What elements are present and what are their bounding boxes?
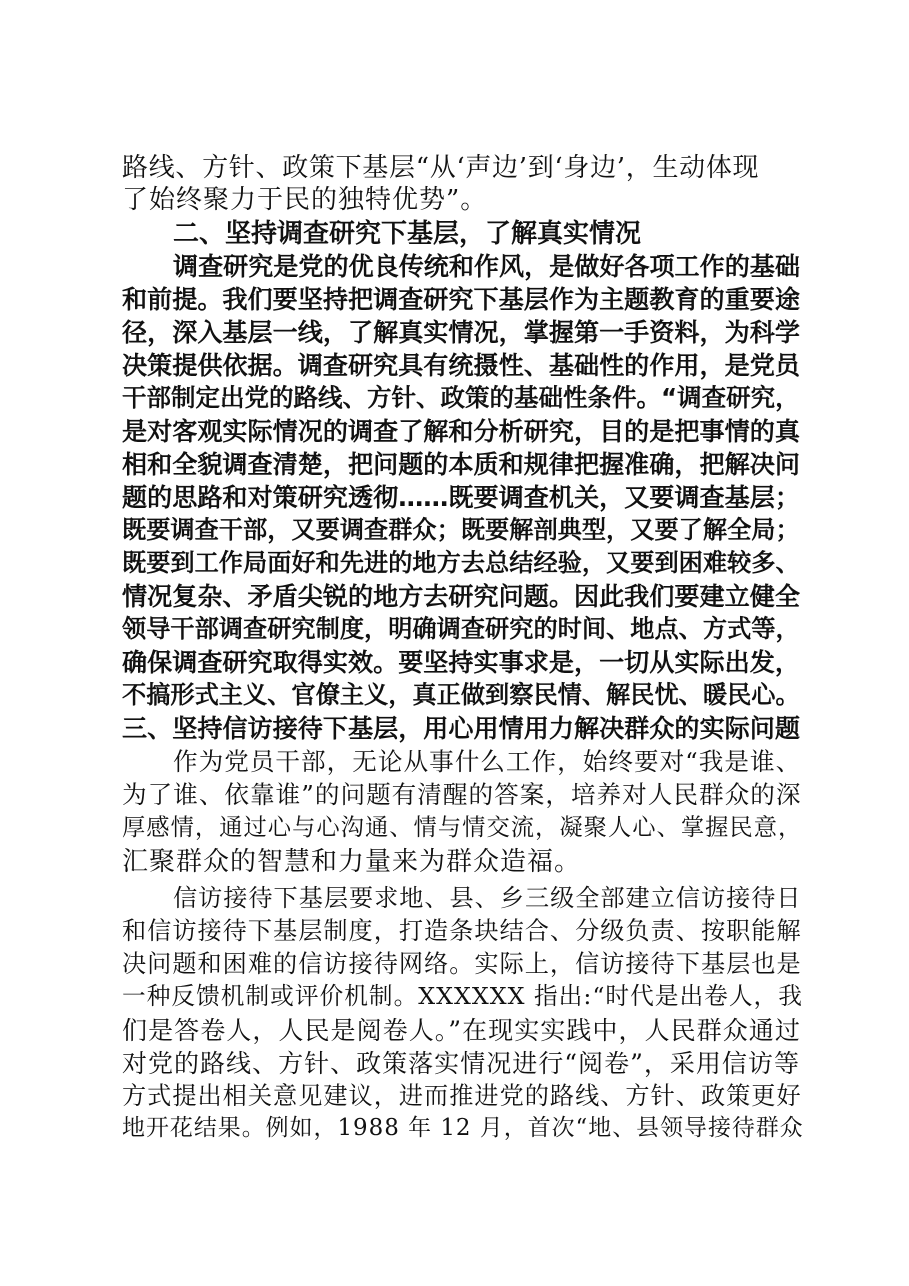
text-line: 们是答卷人，人民是阅卷人。”在现实实践中，人民群众通过 [122, 1016, 801, 1045]
text-line: 既要到工作局面好和先进的地方去总结经验，又要到困难较多、 [122, 549, 800, 577]
text-line: 既要调查干部，又要调查群众；既要解剖典型，又要了解全局； [122, 516, 800, 544]
text-line: 一种反馈机制或评价机制。XXXXXX 指出:“时代是出卷人，我 [122, 982, 803, 1010]
text-line: 不搞形式主义、官僚主义，真正做到察民情、解民忧、暖民心。 [122, 681, 800, 709]
text-line: 作为党员干部，无论从事什么工作，始终要对“我是谁、 [173, 747, 802, 776]
text-line: 和信访接待下基层制度，打造条块结合、分级负责、按职能解 [122, 917, 802, 945]
text-line: 调查研究是党的优良传统和作风，是做好各项工作的基础 [173, 252, 800, 281]
text-line: 汇聚群众的智慧和力量来为群众造福。 [122, 847, 582, 877]
section-heading-2: 二、坚持调查研究下基层，了解真实情况 [173, 219, 642, 249]
text-line: 方式提出相关意见建议，进而推进党的路线、方针、政策更好 [122, 1082, 802, 1110]
text-line: 决策提供依据。调查研究具有统摄性、基础性的作用，是党员 [122, 351, 800, 380]
text-line: 地开花结果。例如，1988 年 12 月，首次“地、县领导接待群众 [122, 1115, 804, 1141]
text-line: 是对客观实际情况的调查了解和分析研究，目的是把事情的真 [122, 417, 800, 446]
text-line: 确保调查研究取得实效。要坚持实事求是，一切从实际出发， [122, 648, 800, 677]
text-line: 题的思路和对策研究透彻……既要调查机关，又要调查基层； [122, 483, 800, 512]
text-line: 和前提。我们要坚持把调查研究下基层作为主题教育的重要途 [122, 285, 800, 314]
text-line: 为了谁、依靠谁”的问题有清醒的答案，培养对人民群众的深 [122, 780, 802, 809]
text-line: 情况复杂、矛盾尖锐的地方去研究问题。因此我们要建立健全 [122, 582, 800, 611]
text-line: 干部制定出党的路线、方针、政策的基础性条件。“调查研究， [122, 383, 800, 412]
text-line: 厚感情，通过心与心沟通、情与情交流，凝聚人心、掌握民意， [122, 814, 803, 841]
text-line: 信访接待下基层要求地、县、乡三级全部建立信访接待日 [173, 884, 802, 912]
text-line: 相和全貌调查清楚，把问题的本质和规律把握准确，把解决问 [122, 450, 800, 479]
text-line: 对党的路线、方针、政策落实情况进行“阅卷”，采用信访等 [122, 1049, 800, 1078]
text-line: 决问题和困难的信访接待网络。实际上，信访接待下基层也是 [122, 950, 802, 978]
text-line: 了始终聚力于民的独特优势”。 [122, 185, 488, 215]
section-heading-3: 三、坚持信访接待下基层，用心用情用力解决群众的实际问题 [122, 714, 800, 743]
text-line: 路线、方针、政策下基层“从‘声边’到‘身边’，生动体现 [122, 153, 760, 183]
text-line: 径，深入基层一线，了解真实情况，掌握第一手资料，为科学 [122, 318, 800, 347]
text-line: 领导干部调查研究制度，明确调查研究的时间、地点、方式等， [122, 615, 800, 643]
